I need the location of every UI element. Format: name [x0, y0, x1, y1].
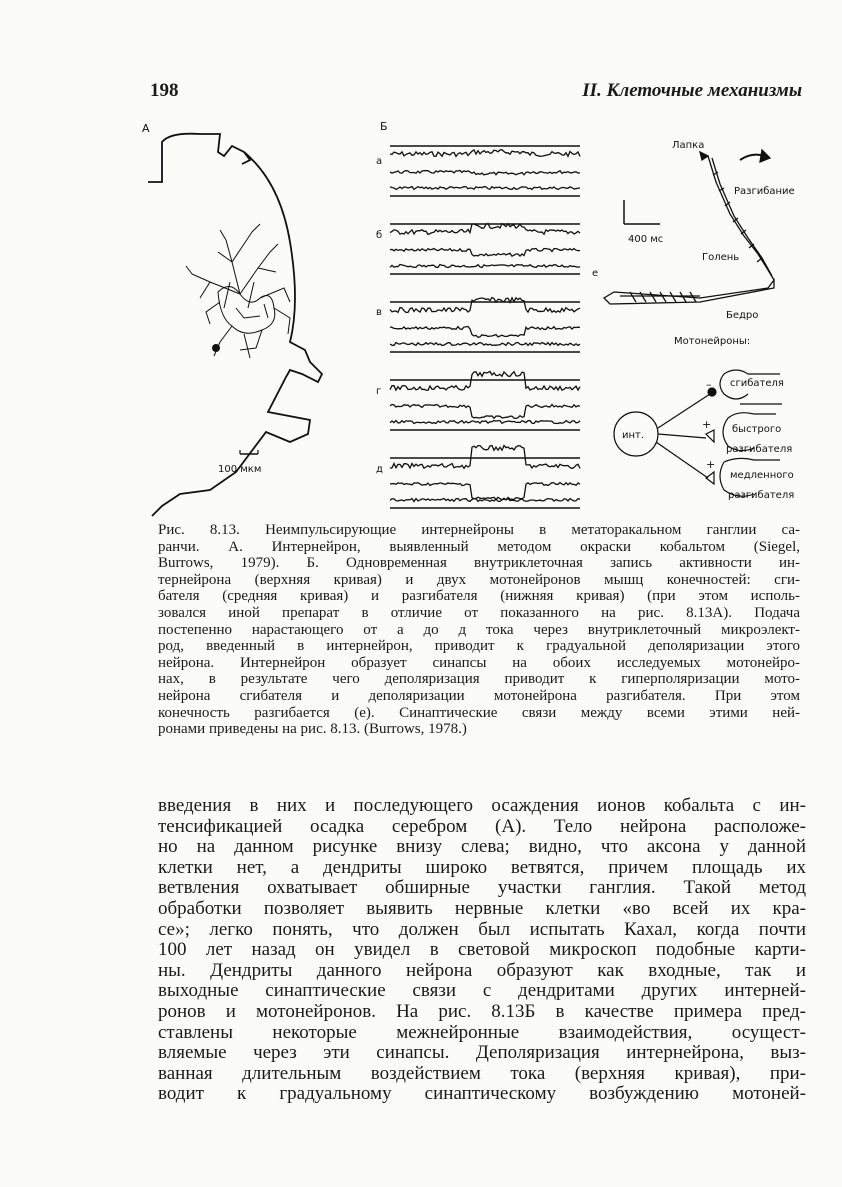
- panel-b-label: Б: [380, 120, 388, 133]
- figure-8-13: [140, 112, 820, 522]
- trace-line: [390, 265, 580, 268]
- caption-line: нах, в результате чего деполяризация приводит к гиперполяризации мото-: [158, 671, 800, 688]
- panel-e-label: е: [592, 268, 599, 279]
- trace-label-b: б: [376, 230, 383, 241]
- figure-caption: [158, 522, 800, 738]
- leg-label-extension: Разгибание: [734, 186, 795, 197]
- caption-line: зовался иной препарат в отличие от показанного на рис. 8.13А). Подача: [158, 604, 800, 621]
- body-line: ванная длительным воздействием тока (верхняя кривая), при-: [158, 1062, 806, 1084]
- body-line: тенсификацией осадка серебром (А). Тело нейрона расположе-: [158, 815, 806, 837]
- caption-line: нейрона сгибателя и деполяризации мотонейрона разгибателя. При этом: [158, 687, 800, 704]
- circuit-flexor-label: сгибателя: [730, 378, 784, 389]
- body-line: се»; легко понять, что должен был испытать Кахал, когда почти: [158, 918, 806, 940]
- body-line: но на данном рисунке внизу слева; видно, что аксона у данной: [158, 836, 806, 858]
- trace-line: [390, 187, 580, 190]
- trace-line: [390, 405, 580, 419]
- circuit-fast-extensor-2: разгибателя: [726, 444, 793, 455]
- circuit-fast-extensor-1: быстрого: [732, 424, 782, 435]
- caption-line: ронами приведены на рис. 8.13. (Burrows, 1978.): [158, 721, 467, 738]
- trace-line: [390, 499, 580, 502]
- neuron-scale-bar: [240, 450, 258, 454]
- leg-label-shin: Голень: [702, 252, 740, 263]
- body-line: ставлены некоторые межнейронные взаимодействия, осущест-: [158, 1021, 806, 1043]
- trace-label-a: а: [376, 156, 383, 167]
- trace-line: [390, 343, 580, 346]
- body-line: водит к градуальному синаптическому возбуждению мотоней-: [158, 1083, 806, 1105]
- caption-line: бателя (средняя кривая) и разгибателя (нижняя кривая) (при этом исполь-: [158, 588, 800, 605]
- circuit-sign-minus: –: [706, 378, 712, 391]
- ganglion-outline: [148, 134, 322, 516]
- panel-a-label: А: [142, 122, 150, 135]
- trace-line: [390, 249, 580, 257]
- body-line: ронов и мотонейронов. На рис. 8.13Б в качестве примера пред-: [158, 1000, 806, 1022]
- body-line: вляемые через эти синапсы. Деполяризация интернейрона, выз-: [158, 1042, 806, 1064]
- interneuron-cell: [186, 224, 290, 358]
- body-line: ны. Дендриты данного нейрона образуют как входные, так и: [158, 959, 806, 981]
- neuron-scale-label: 100 мкм: [218, 464, 262, 475]
- trace-label-v: в: [376, 307, 382, 318]
- circuit-slow-extensor-1: медленного: [730, 470, 794, 481]
- trace-line: [390, 224, 580, 235]
- body-line: введения в них и последующего осаждения ионов кобальта с ин-: [158, 795, 806, 816]
- body-line: выходные синаптические связи с дендритами других интерней-: [158, 980, 806, 1002]
- circuit-title: Мотонейроны:: [674, 336, 751, 347]
- trace-line: [390, 483, 580, 500]
- trace-line: [390, 446, 580, 469]
- caption-line: ранчи. А. Интернейрон, выявленный методом окраски кобальтом (Siegel,: [158, 538, 800, 555]
- body-line: обработки позволяет выявить нервные клетки «во всей их кра-: [158, 897, 806, 919]
- body-text: [158, 796, 806, 1105]
- caption-line: нейрона. Интернейрон образует синапсы на обоих исследуемых мотонейро-: [158, 654, 800, 671]
- body-line: ветвления охватывает обширные участки ганглия. Такой метод: [158, 877, 806, 899]
- trace-label-d: д: [376, 464, 383, 475]
- trace-label-g: г: [376, 386, 382, 397]
- trace-line: [390, 421, 580, 424]
- running-head: II. Клеточные механизмы: [582, 80, 802, 101]
- caption-line: конечность разгибается (е). Синаптические связи между всеми этими ней-: [158, 704, 800, 721]
- trace-line: [390, 372, 580, 391]
- circuit-sign-plus-1: +: [702, 418, 712, 431]
- body-line: 100 лет назад он увидел в световой микроскоп подобные карти-: [158, 939, 806, 961]
- page-number: 198: [150, 80, 179, 101]
- trace-line: [390, 327, 580, 338]
- caption-line: Burrows, 1979). Б. Одновременная внутриклеточная запись активности ин-: [158, 555, 800, 572]
- trace-line: [390, 298, 580, 313]
- caption-line: Рис. 8.13. Неимпульсирующие интернейроны в метаторакальном ганглии са-: [158, 522, 800, 538]
- caption-line: тернейрона (верхняя кривая) и двух мотонейронов мышц конечностей: сги-: [158, 571, 800, 588]
- body-line: клетки нет, а дендриты широко ветвятся, причем площадь их: [158, 856, 806, 878]
- leg-label-foot: Лапка: [672, 140, 705, 151]
- leg-drawing: [604, 150, 774, 304]
- circuit-sign-plus-2: +: [706, 458, 716, 471]
- caption-line: род, введенный в интернейрон, приводит к градуальной деполяризации этого: [158, 638, 800, 655]
- trace-line: [390, 150, 580, 157]
- caption-line: постепенно нарастающего от а до д тока через внутриклеточный микроэлект-: [158, 621, 800, 638]
- trace-line: [390, 171, 580, 175]
- intracellular-traces: [390, 146, 580, 508]
- time-scale-bar: [624, 200, 660, 224]
- leg-label-thigh: Бедро: [726, 310, 759, 321]
- circuit-interneuron-label: инт.: [622, 430, 645, 441]
- time-scale-label: 400 мс: [628, 234, 664, 245]
- circuit-slow-extensor-2: разгибателя: [728, 490, 795, 501]
